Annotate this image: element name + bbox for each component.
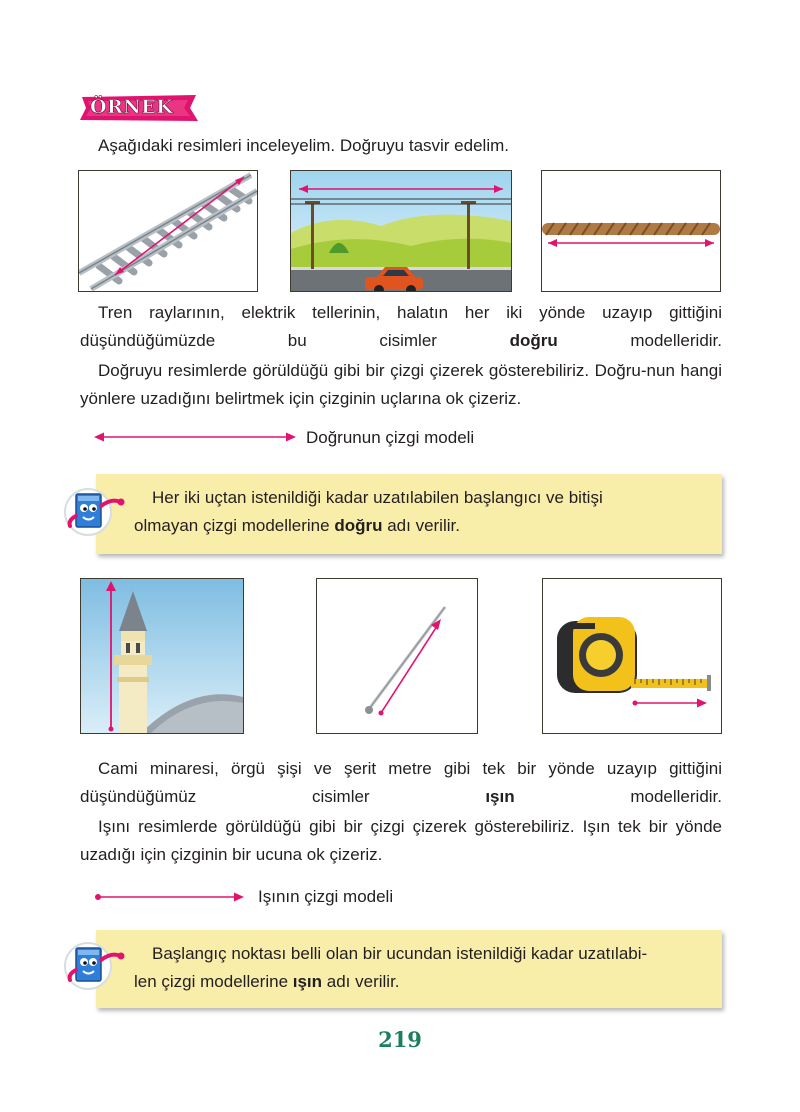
knitting-needle-image [316,578,478,734]
railway-image [78,170,258,292]
paragraph-text: Cami minaresi, örgü şişi ve şerit metre gibi tek bir yönde uzayıp gittiğini düşündüğümüz cisimler [80,759,722,806]
paragraph-text: modelleridir. [557,331,722,350]
rope-icon [542,171,720,291]
railway-tracks-icon [79,171,257,291]
ray-model-arrow [94,890,244,904]
tape-measure-icon [543,579,721,733]
note-text: adı verilir. [382,516,460,535]
paragraph-ray-drawing: Işını resimlerde görüldüğü gibi bir çizgi çizerek gösterebiliriz. Işın tek bir yönde uzadığı için çizginin bir ucuna ok çizeriz. [80,817,722,864]
note-text: Her iki uçtan istenildiği kadar uzatılabilen başlangıcı ve bitişi [152,488,603,507]
knitting-needle-icon [317,579,477,733]
book-mascot-icon [64,940,126,992]
note-text: adı verilir. [322,972,400,991]
term-line: doğru [509,331,558,350]
paragraph-line-models [80,299,722,355]
page-number: 219 [378,1027,422,1052]
minaret-image [80,578,244,734]
note-text: len çizgi modellerine [134,972,293,991]
note-text: Başlangıç noktası belli olan bir ucundan istenildiği kadar uzatılabi- [152,944,648,963]
term-ray: ışın [292,972,323,991]
power-lines-image [290,170,512,292]
badge-label: ÖRNEK [90,96,174,118]
note-text: olmayan çizgi modellerine [134,516,335,535]
term-ray: ışın [485,787,515,806]
paragraph-ray-models [80,755,722,811]
example-badge [74,93,202,123]
ray-arrow-icon [94,890,244,904]
line-model-label: Doğrunun çizgi modeli [306,428,475,447]
double-arrow-icon [94,430,296,444]
definition-note-ray [96,930,722,1008]
rope-image [541,170,721,292]
definition-note-line [96,474,722,554]
book-mascot-icon [64,486,126,538]
paragraph-line-drawing: Doğruyu resimlerde görüldüğü gibi bir çizgi çizerek gösterebiliriz. Doğru-nun hangi yönlere uzadığını belirtmek için çizginin uçlarına ok çizeriz. [80,361,722,408]
term-line: doğru [334,516,383,535]
power-lines-icon [291,171,511,291]
minaret-icon [81,579,243,733]
paragraph-text: Tren raylarının, elektrik tellerinin, halatın her iki yönde uzayıp gittiğini düşündüğümüzde bu cisimler [80,303,722,350]
intro-text: Aşağıdaki resimleri inceleyelim. Doğruyu tasvir edelim. [98,136,509,155]
paragraph-text: modelleridir. [514,787,723,806]
line-model-arrow [94,430,296,444]
tape-measure-image [542,578,722,734]
ray-model-label: Işının çizgi modeli [258,887,394,906]
